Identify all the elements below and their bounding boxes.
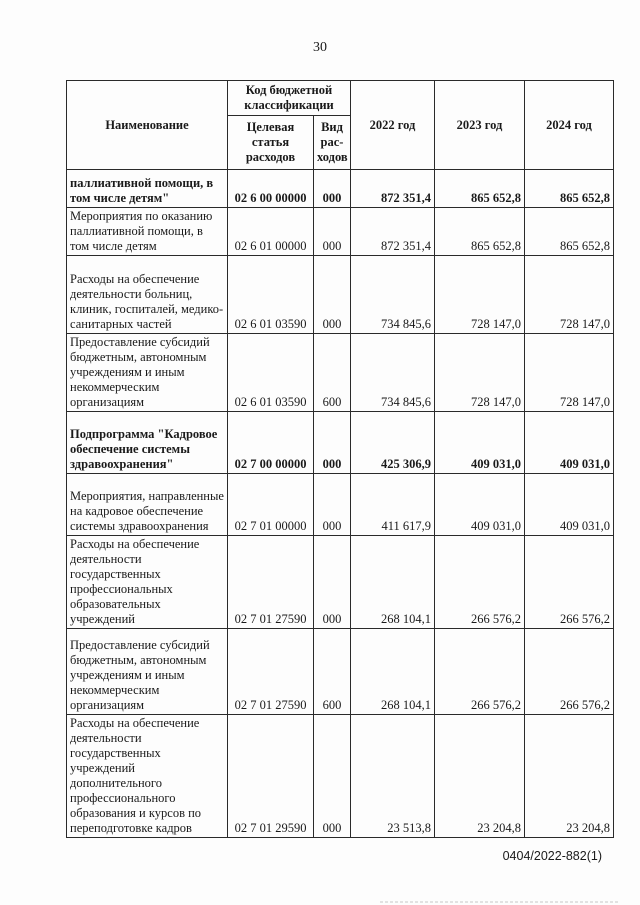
row-value-2024: 865 652,8 xyxy=(525,208,614,256)
row-value-2023: 728 147,0 xyxy=(435,256,525,334)
row-expense-type: 600 xyxy=(314,334,351,412)
row-name: Расходы на обеспечение деятельности государственных профессиональных образовательных учреждений xyxy=(67,536,228,629)
row-name: Расходы на обеспечение деятельности государственных учреждений дополнительного профессионального образования и курсов по переподготовке кадров xyxy=(67,715,228,838)
header-target-article: Целевая статья расходов xyxy=(228,116,314,170)
row-expense-type: 600 xyxy=(314,629,351,715)
row-expense-type: 000 xyxy=(314,208,351,256)
row-value-2023: 266 576,2 xyxy=(435,536,525,629)
row-name: Предоставление субсидий бюджетным, автономным учреждениям и иным некоммерческим организациям xyxy=(67,334,228,412)
row-value-2024: 409 031,0 xyxy=(525,474,614,536)
row-value-2024: 266 576,2 xyxy=(525,629,614,715)
table-row xyxy=(67,412,614,474)
budget-table xyxy=(66,80,614,838)
row-expense-type: 000 xyxy=(314,715,351,838)
row-value-2024: 23 204,8 xyxy=(525,715,614,838)
row-value-2023: 865 652,8 xyxy=(435,170,525,208)
row-value-2024: 728 147,0 xyxy=(525,256,614,334)
header-code-group: Код бюджетной классификации xyxy=(228,81,351,116)
row-value-2023: 409 031,0 xyxy=(435,412,525,474)
row-value-2024: 728 147,0 xyxy=(525,334,614,412)
document-code: 0404/2022-882(1) xyxy=(502,849,602,863)
row-name: Расходы на обеспечение деятельности больниц, клиник, госпиталей, медико-санитарных частей xyxy=(67,256,228,334)
table-row xyxy=(67,208,614,256)
row-target-article: 02 6 01 03590 xyxy=(228,334,314,412)
row-expense-type: 000 xyxy=(314,170,351,208)
row-expense-type: 000 xyxy=(314,536,351,629)
header-year-2022: 2022 год xyxy=(351,81,435,170)
page-number: 30 xyxy=(313,40,327,55)
table-row xyxy=(67,474,614,536)
row-value-2024: 266 576,2 xyxy=(525,536,614,629)
row-value-2023: 865 652,8 xyxy=(435,208,525,256)
row-expense-type: 000 xyxy=(314,256,351,334)
table-row xyxy=(67,334,614,412)
row-value-2024: 409 031,0 xyxy=(525,412,614,474)
table-row xyxy=(67,715,614,838)
row-value-2023: 409 031,0 xyxy=(435,474,525,536)
row-name: паллиативной помощи, в том числе детям" xyxy=(67,170,228,208)
table-row xyxy=(67,536,614,629)
row-name: Предоставление субсидий бюджетным, автономным учреждениям и иным некоммерческим организациям xyxy=(67,629,228,715)
row-value-2022: 872 351,4 xyxy=(351,170,435,208)
row-value-2022: 268 104,1 xyxy=(351,629,435,715)
header-year-2023: 2023 год xyxy=(435,81,525,170)
row-value-2022: 734 845,6 xyxy=(351,256,435,334)
row-target-article: 02 7 01 00000 xyxy=(228,474,314,536)
header-year-2024: 2024 год xyxy=(525,81,614,170)
row-value-2023: 23 204,8 xyxy=(435,715,525,838)
row-name: Мероприятия по оказанию паллиативной помощи, в том числе детям xyxy=(67,208,228,256)
row-target-article: 02 7 01 27590 xyxy=(228,629,314,715)
row-target-article: 02 7 01 27590 xyxy=(228,536,314,629)
row-value-2022: 734 845,6 xyxy=(351,334,435,412)
header-name: Наименование xyxy=(67,81,228,170)
header-expense-type: Вид рас-ходов xyxy=(314,116,351,170)
row-target-article: 02 6 01 03590 xyxy=(228,256,314,334)
row-expense-type: 000 xyxy=(314,412,351,474)
table-row xyxy=(67,629,614,715)
row-value-2022: 23 513,8 xyxy=(351,715,435,838)
row-expense-type: 000 xyxy=(314,474,351,536)
row-value-2022: 411 617,9 xyxy=(351,474,435,536)
row-target-article: 02 6 01 00000 xyxy=(228,208,314,256)
row-target-article: 02 7 01 29590 xyxy=(228,715,314,838)
row-target-article: 02 7 00 00000 xyxy=(228,412,314,474)
table-row xyxy=(67,170,614,208)
row-value-2022: 872 351,4 xyxy=(351,208,435,256)
row-name: Мероприятия, направленные на кадровое обеспечение системы здравоохранения xyxy=(67,474,228,536)
scan-edge-noise xyxy=(0,898,640,905)
table-body xyxy=(67,170,614,838)
row-value-2022: 268 104,1 xyxy=(351,536,435,629)
row-target-article: 02 6 00 00000 xyxy=(228,170,314,208)
table-row xyxy=(67,256,614,334)
row-name: Подпрограмма "Кадровое обеспечение системы здравоохранения" xyxy=(67,412,228,474)
row-value-2023: 266 576,2 xyxy=(435,629,525,715)
row-value-2022: 425 306,9 xyxy=(351,412,435,474)
row-value-2024: 865 652,8 xyxy=(525,170,614,208)
row-value-2023: 728 147,0 xyxy=(435,334,525,412)
